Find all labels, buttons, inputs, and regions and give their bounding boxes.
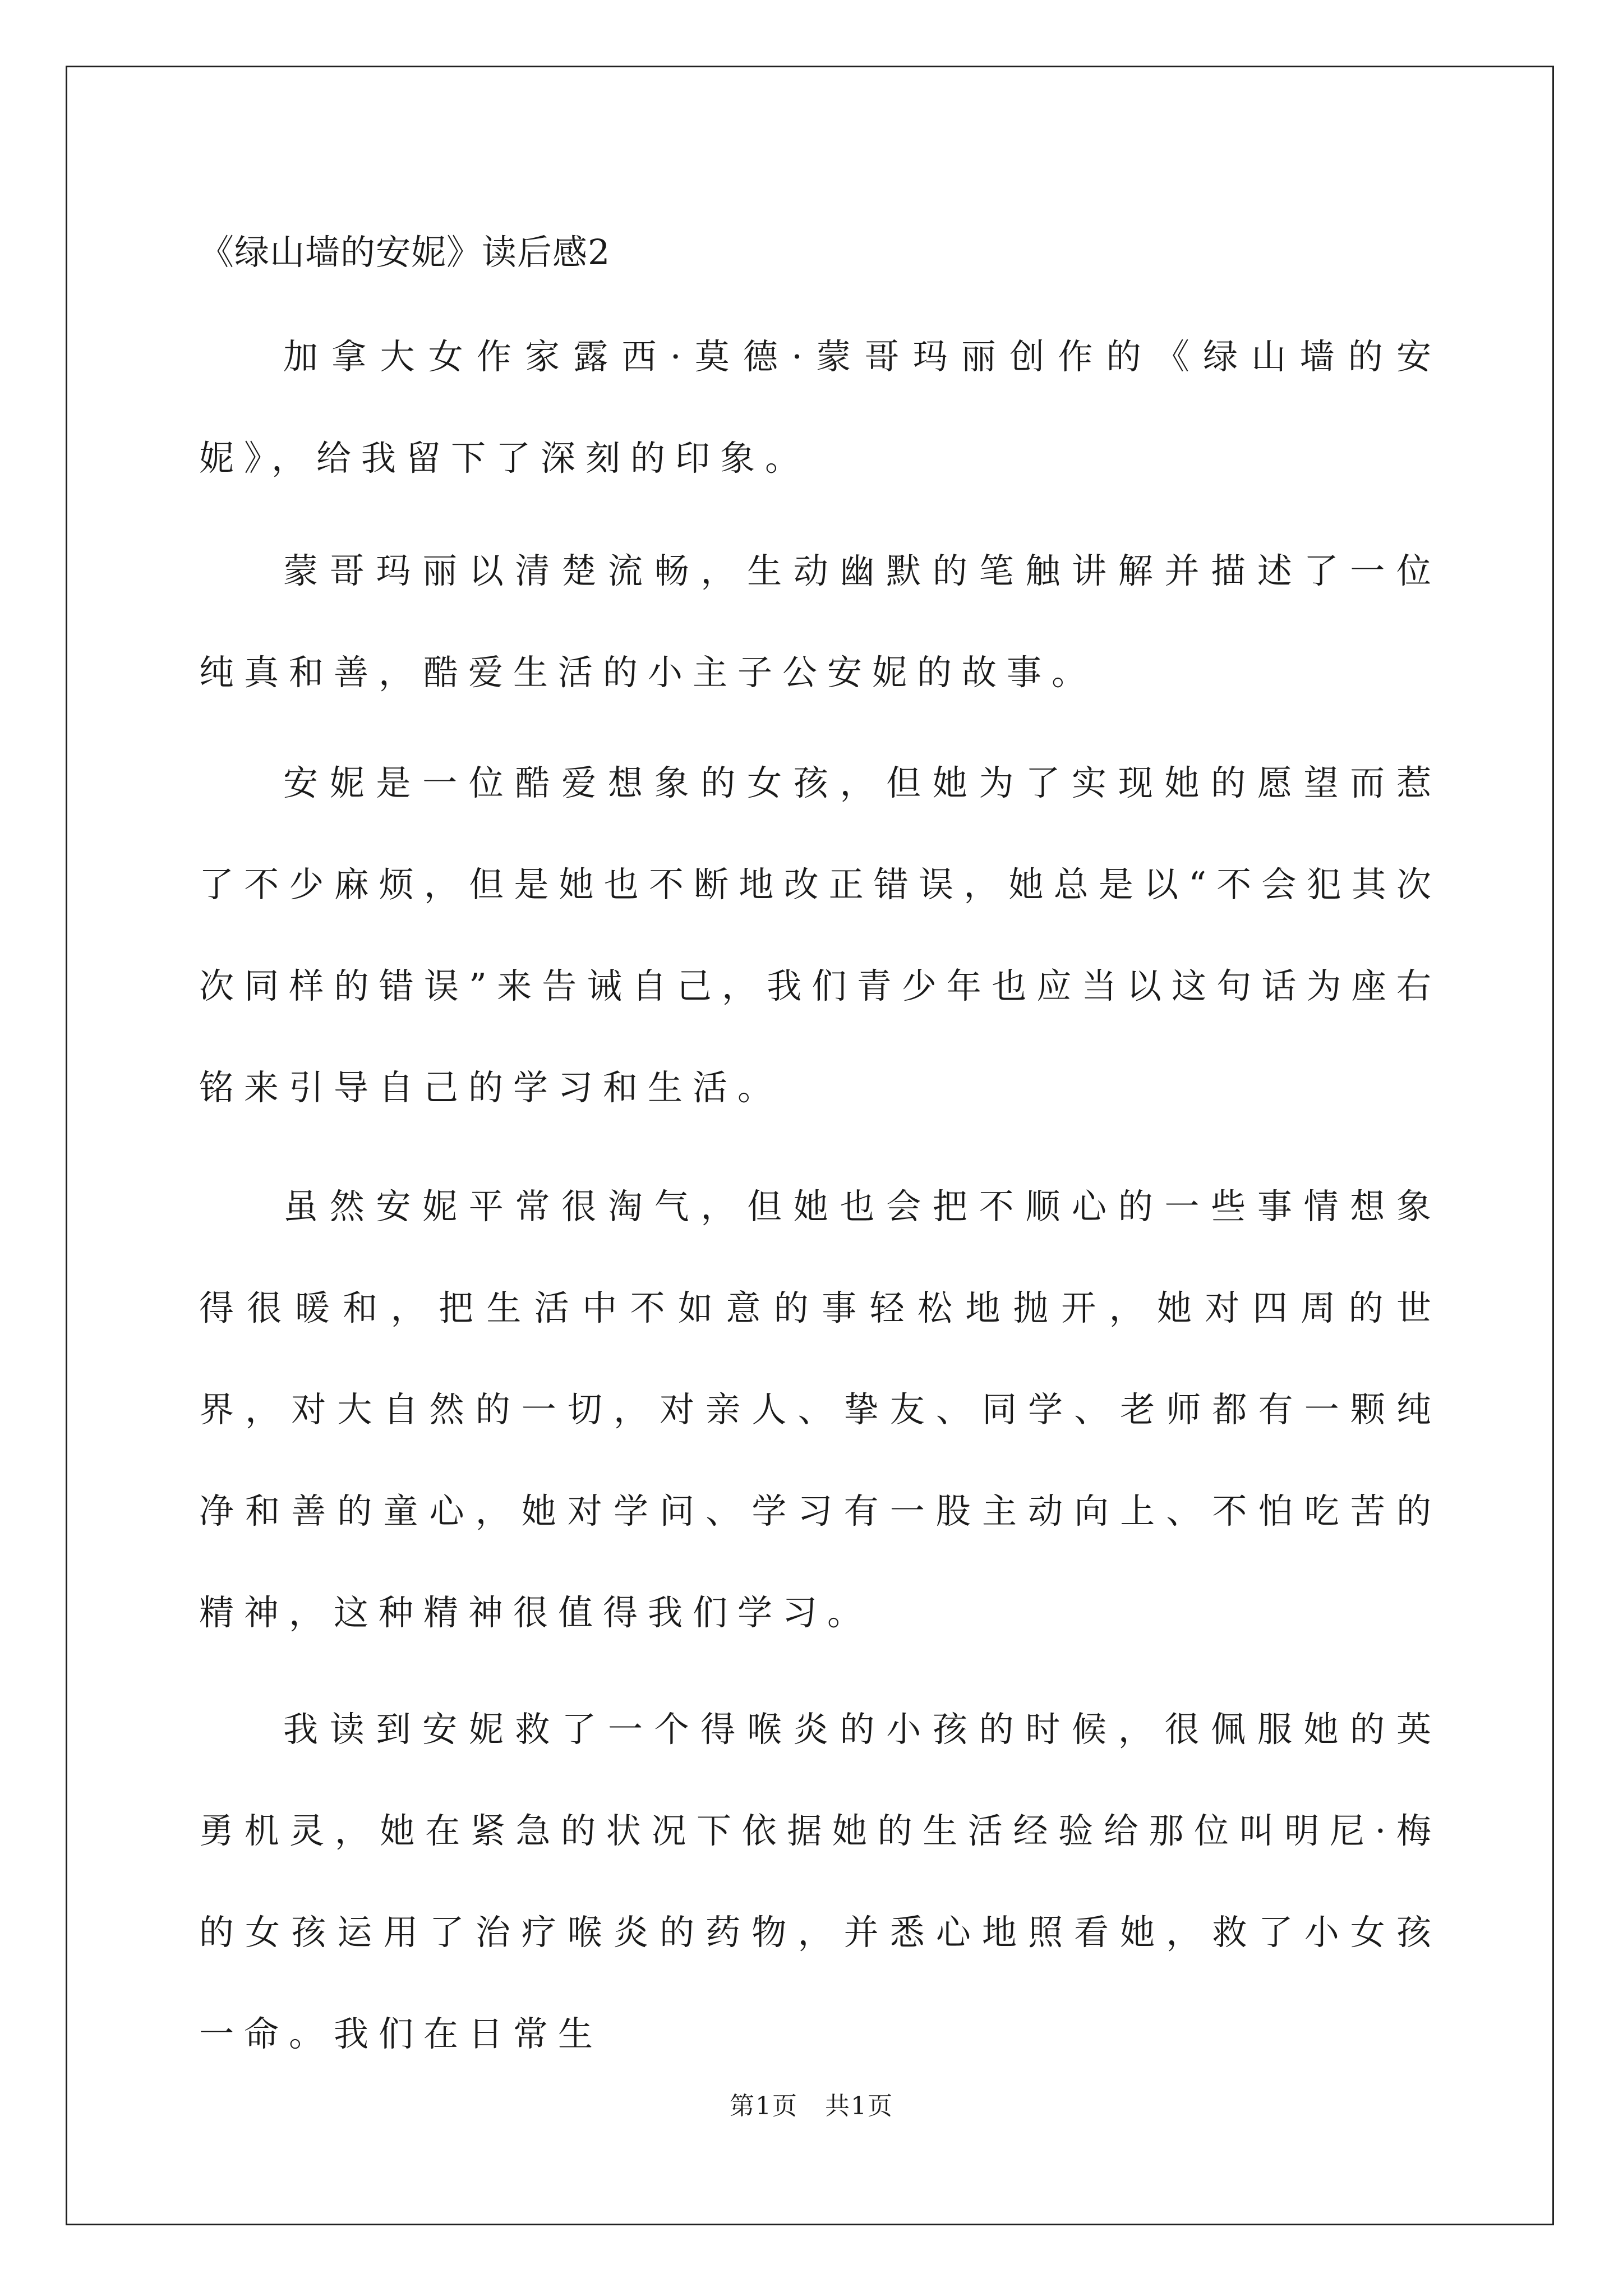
paragraph-3: 安妮是一位酷爱想象的女孩，但她为了实现她的愿望而惹了不少麻烦，但是她也不断地改正错误，她总是以“不会犯其次次同样的错误”来告诫自己，我们青少年也应当以这句话为座右铭来引导自己的学习和生活。 xyxy=(199,762,1441,1108)
document-title: 《绿山墙的安妮》读后感2 xyxy=(199,232,611,273)
page-total: 共1页 xyxy=(825,2092,893,2120)
paragraph-2: 蒙哥玛丽以清楚流畅，生动幽默的笔触讲解并描述了一位纯真和善，酷爱生活的小主子公安妮的故事。 xyxy=(199,550,1441,693)
paragraph-4: 虽然安妮平常很淘气，但她也会把不顺心的一些事情想象得很暖和，把生活中不如意的事轻松地抛开，她对四周的世界，对大自然的一切，对亲人、挚友、同学、老师都有一颗纯净和善的童心，她对学问、学习有一股主动向上、不怕吃苦的精神，这种精神很值得我们学习。 xyxy=(199,1186,1441,1633)
page-number: 第1页 xyxy=(730,2092,798,2120)
paragraph-1: 加拿大女作家露西·莫德·蒙哥玛丽创作的《绿山墙的安妮》，给我留下了深刻的印象。 xyxy=(199,336,1441,478)
paragraph-5: 我读到安妮救了一个得喉炎的小孩的时候，很佩服她的英勇机灵，她在紧急的状况下依据她的生活经验给那位叫明尼·梅的女孩运用了治疗喉炎的药物，并悉心地照看她，救了小女孩一命。我们在日常生 xyxy=(199,1709,1441,2054)
page-footer xyxy=(0,2090,1623,2123)
